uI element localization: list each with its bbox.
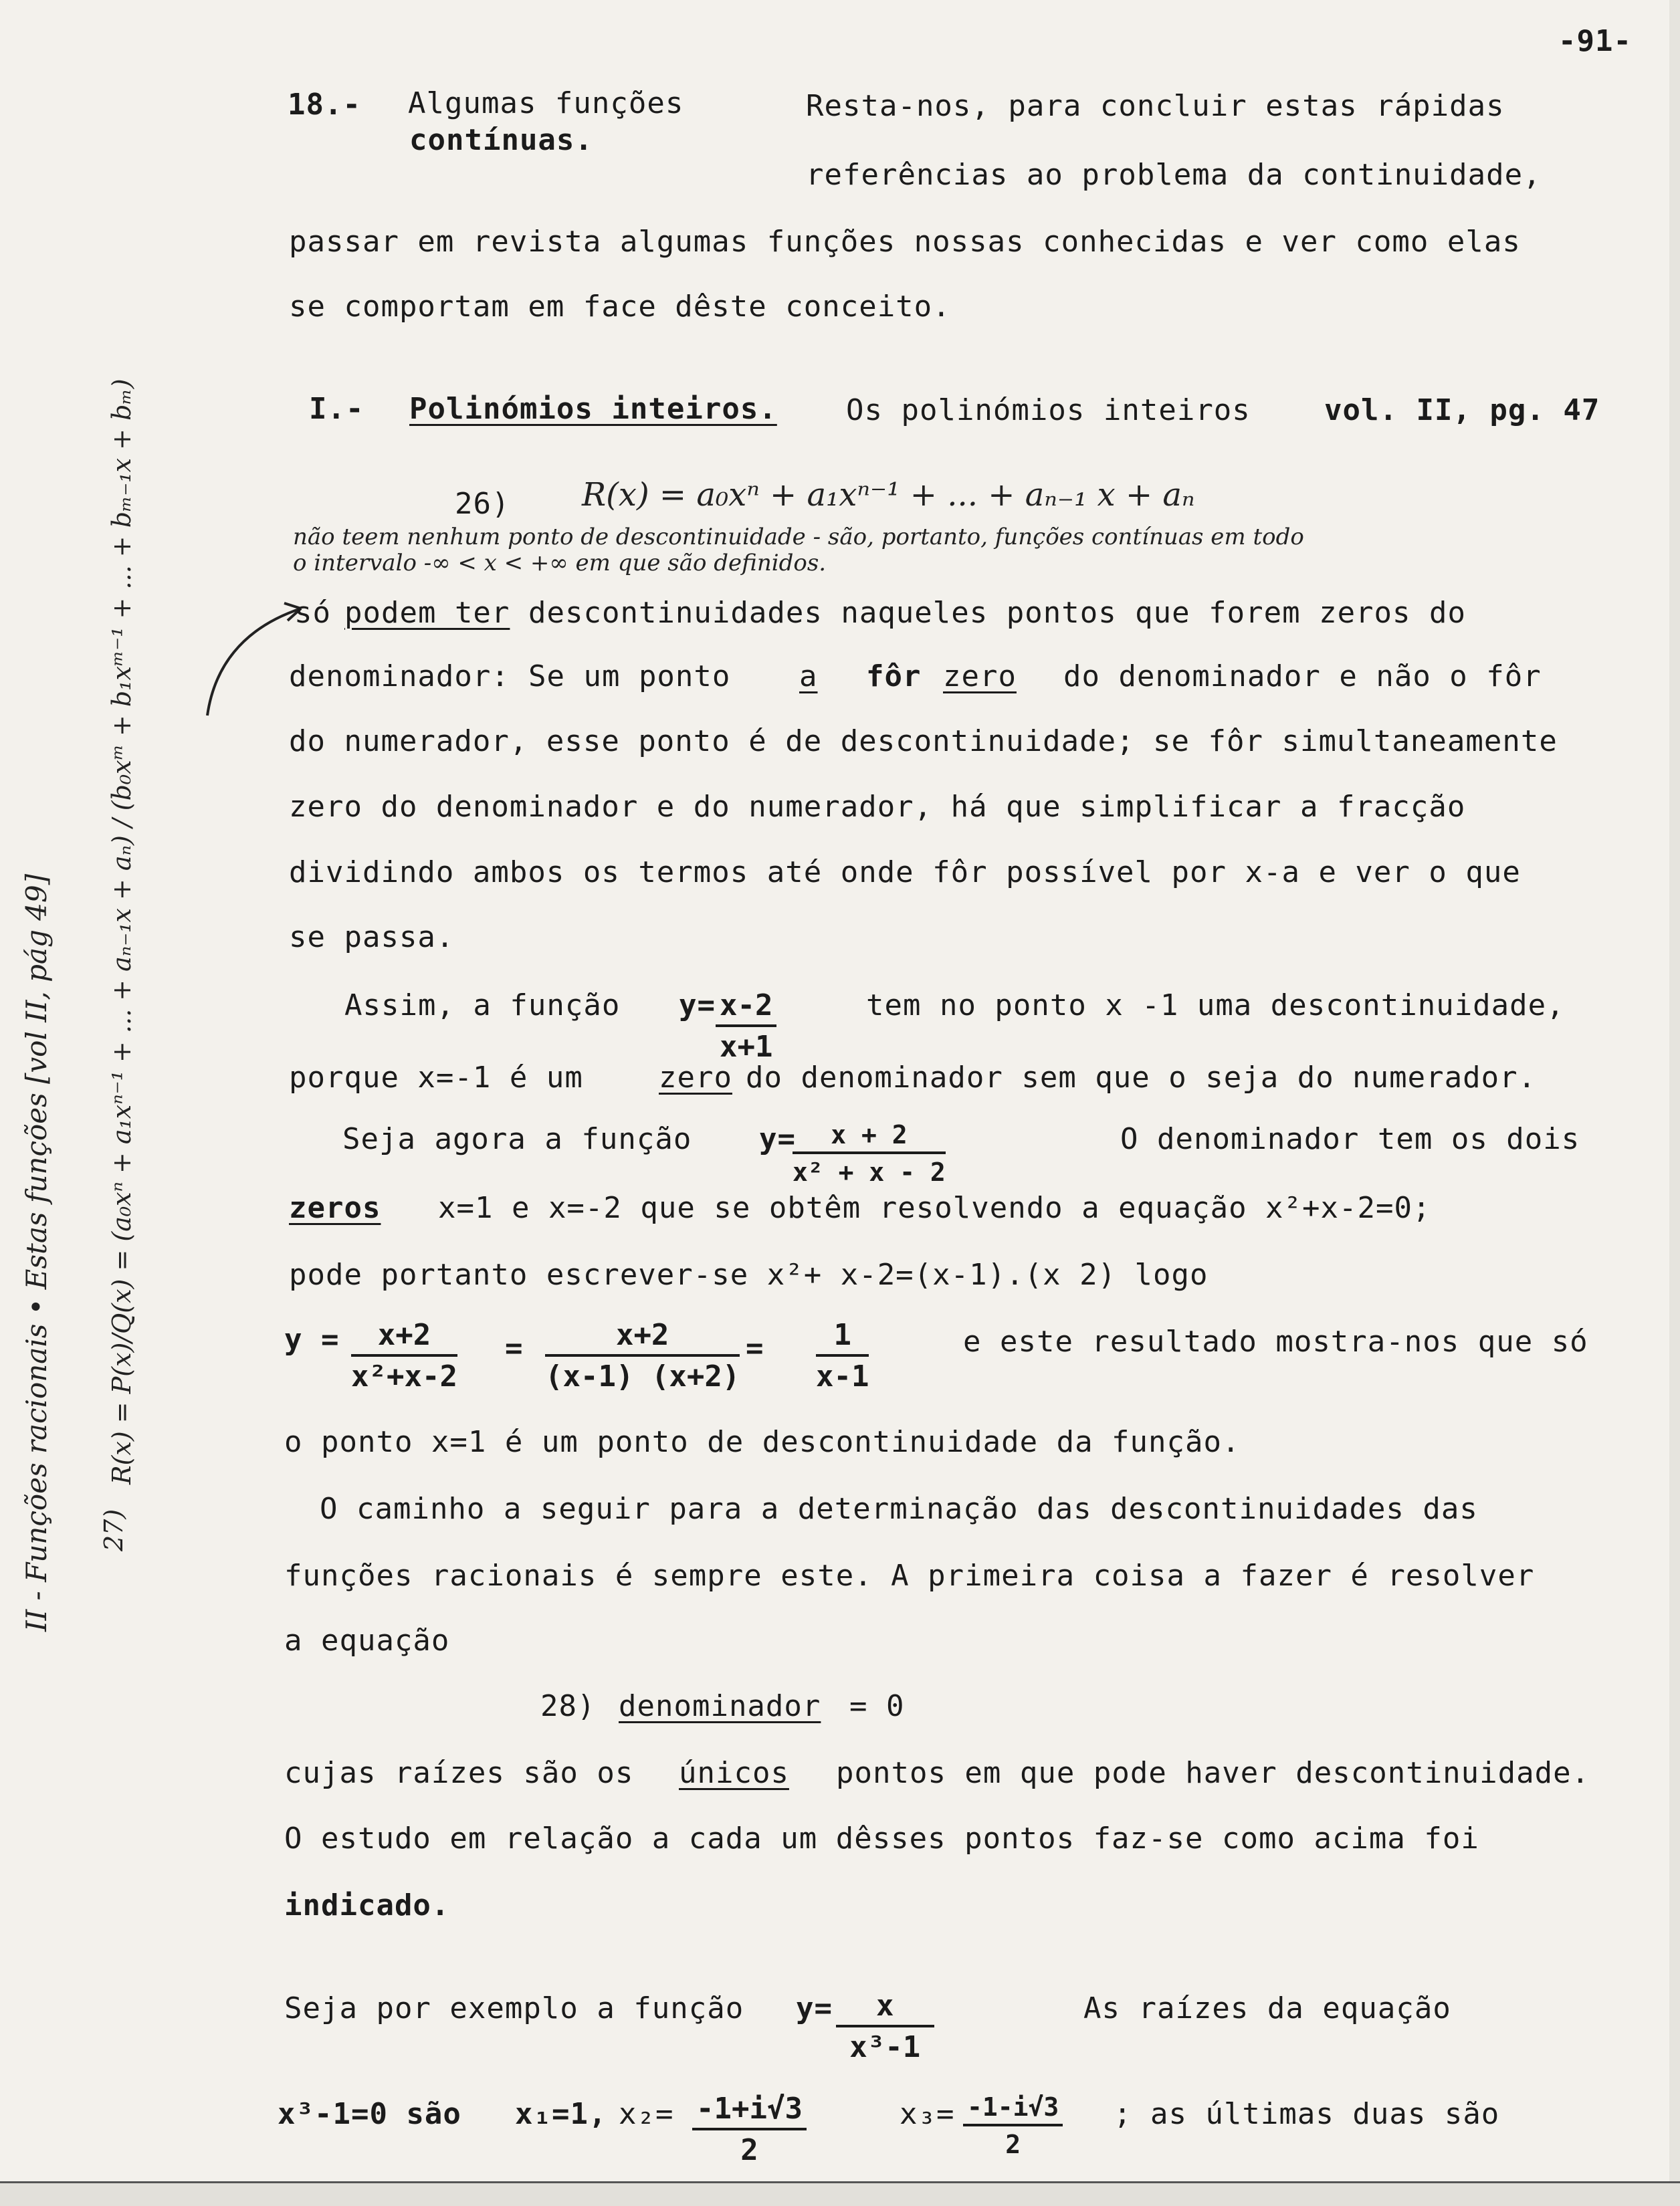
equation-rhs: = 0 (849, 1689, 905, 1723)
text-line: O estudo em relação a cada um dêsses pontos faz-se como acima foi (284, 1822, 1479, 1856)
text-line: a equação (284, 1624, 450, 1658)
margin-rational-formula: R(x) = P(x)/Q(x) = (a₀xⁿ + a₁xⁿ⁻¹ + ... + aₙ₋₁x + aₙ) / (b₀xᵐ + b₁xᵐ⁻¹ + ... + bₘ₋₁x + bₘ) (107, 378, 136, 1484)
volume-reference: vol. II, pg. 47 (1324, 393, 1600, 427)
text-line: descontinuidades naqueles pontos que forem zeros do (528, 596, 1467, 630)
polynomial-formula: R(x) = a₀xⁿ + a₁xⁿ⁻¹ + ... + aₙ₋₁ x + aₙ (582, 476, 1195, 514)
fraction (545, 1318, 740, 1394)
text-word: só (294, 596, 331, 630)
intro-line: Resta-nos, para concluir estas rápidas (806, 89, 1505, 123)
item-text: Os polinómios inteiros (846, 393, 1251, 427)
text-line: dividindo ambos os termos até onde fôr possível por x-a e ver o que (289, 855, 1521, 889)
fraction (836, 1991, 934, 2062)
fraction (793, 1122, 946, 1185)
equation-word: denominador (619, 1689, 821, 1723)
fraction-numerator: x + 2 (793, 1122, 946, 1154)
text-line: do numerador, esse ponto é de descontinuidade; se fôr simultaneamente (289, 724, 1558, 758)
text-word: denominador: (289, 659, 510, 693)
text-line: As raízes da equação (1083, 1991, 1451, 2025)
math-root: x₁=1, (515, 2097, 607, 2131)
fraction (692, 2094, 807, 2165)
text-line: Seja por exemplo a função (284, 1991, 744, 2025)
item-number: I.- (309, 392, 364, 426)
fraction-numerator: x (836, 1991, 934, 2027)
text-line: x=1 e x=-2 que se obtêm resolvendo a equação x²+x-2=0; (438, 1191, 1431, 1225)
section-number: 18.- (288, 88, 361, 122)
text-line: do denominador e não o fôr (1063, 659, 1542, 693)
text-line: funções racionais é sempre este. A primeira coisa a fazer é resolver (284, 1559, 1535, 1593)
fraction (963, 2094, 1063, 2157)
text-line: pode portanto escrever-se x²+ x-2=(x-1).(x 2) logo (289, 1258, 1209, 1292)
fraction-numerator: x-2 (716, 991, 776, 1027)
text-line: O denominador tem os dois (1120, 1122, 1580, 1156)
margin-equation-label: 27) (99, 1509, 128, 1551)
text-word: zero (943, 659, 1017, 693)
fraction (716, 988, 776, 1064)
text-word: únicos (679, 1756, 789, 1790)
fraction-denominator: x³-1 (849, 2030, 921, 2064)
page-edge (1669, 0, 1680, 2204)
page-bottom-edge (0, 2181, 1680, 2206)
text-line: tem no ponto x -1 uma descontinuidade, (866, 988, 1565, 1022)
fraction-numerator: -1-i√3 (963, 2094, 1063, 2126)
text-line: e este resultado mostra-nos que só (963, 1325, 1588, 1359)
text-line: x³-1=0 são (278, 2097, 461, 2131)
math-symbol: y = (284, 1323, 340, 1357)
page-number: -91- (1558, 24, 1632, 58)
intro-line: passar em revista algumas funções nossas conhecidas e ver como elas (289, 225, 1521, 259)
fraction (351, 1318, 457, 1394)
handwritten-note-line: o intervalo -∞ < x < +∞ em que são definidos. (293, 550, 827, 576)
text-word: fôr (866, 659, 922, 693)
text-line: ; as últimas duas são (1114, 2097, 1500, 2131)
section-title-line1: Algumas funções (408, 86, 684, 120)
fraction-denominator: x+1 (720, 1030, 773, 1064)
fraction-numerator: x+2 (545, 1321, 740, 1357)
text-word: zero (659, 1061, 732, 1095)
text-line: pontos em que pode haver descontinuidade. (836, 1756, 1590, 1790)
equation-label: 28) (540, 1689, 596, 1723)
math-symbol: x₃= (900, 2097, 955, 2131)
text-word: zeros (289, 1191, 381, 1225)
math-symbol: y= (759, 1122, 796, 1156)
fraction-denominator: x² + x - 2 (793, 1157, 946, 1187)
item-title: Polinómios inteiros. (409, 392, 777, 426)
text-line: zero do denominador e do numerador, há que simplificar a fracção (289, 790, 1466, 824)
text-line: Assim, a função (344, 988, 621, 1022)
fraction (816, 1318, 869, 1394)
margin-note: II - Funções racionais • Estas funções [vol II, pág 49] (20, 873, 53, 1632)
text-word: a (799, 659, 818, 693)
text-line: o ponto x=1 é um ponto de descontinuidade da função. (284, 1425, 1241, 1459)
math-symbol: = (746, 1331, 764, 1365)
intro-line: referências ao problema da continuidade, (806, 158, 1542, 192)
text-line: O caminho a seguir para a determinação das descontinuidades das (320, 1492, 1478, 1526)
fraction-denominator: (x-1) (x+2) (545, 1359, 740, 1394)
text-line: porque x=-1 é um (289, 1061, 583, 1095)
text-line: cujas raízes são os (284, 1756, 634, 1790)
fraction-denominator: 2 (1005, 2130, 1021, 2159)
math-symbol: y= (679, 988, 716, 1022)
section-title-line2: contínuas. (409, 123, 593, 157)
text-line: indicado. (284, 1888, 450, 1922)
math-symbol: y= (796, 1991, 833, 2025)
math-symbol: = (505, 1331, 524, 1365)
text-word: podem ter (344, 596, 510, 630)
equation-label: 26) (455, 487, 510, 521)
fraction-numerator: 1 (816, 1321, 869, 1357)
fraction-denominator: x²+x-2 (351, 1359, 457, 1394)
handwritten-note-line: não teem nenhum ponto de descontinuidade - são, portanto, funções contínuas em todo (293, 524, 1304, 550)
text-line: do denominador sem que o seja do numerador. (746, 1061, 1537, 1095)
text-word: Se um ponto (528, 659, 731, 693)
fraction-denominator: 2 (740, 2133, 758, 2167)
fraction-numerator: -1+i√3 (692, 2094, 807, 2130)
fraction-denominator: x-1 (816, 1359, 869, 1394)
text-line: Seja agora a função (342, 1122, 692, 1156)
intro-line: se comportam em face dêste conceito. (289, 290, 951, 324)
text-line: se passa. (289, 920, 455, 954)
fraction-numerator: x+2 (351, 1321, 457, 1357)
math-symbol: x₂= (619, 2097, 674, 2131)
